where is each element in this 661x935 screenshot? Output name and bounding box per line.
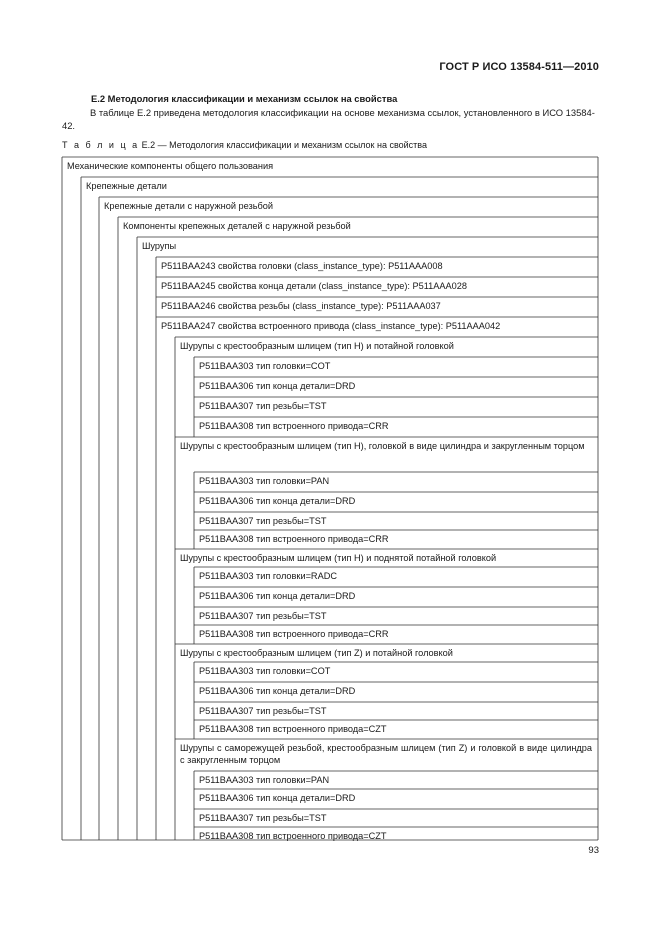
table-row: Шурупы	[142, 241, 177, 251]
table-caption	[62, 140, 427, 150]
table-row: P511BAA303 тип головки=COT	[199, 361, 331, 371]
document-code: ГОСТ Р ИСО 13584-511—2010	[439, 61, 599, 73]
section-title: E.2 Методология классификации и механизм ссылок на свойства	[91, 93, 398, 104]
table-row: P511BAA308 тип встроенного привода=CRR	[199, 421, 389, 431]
table-row: P511BAA307 тип резьбы=TST	[199, 706, 327, 716]
table-row: P511BAA247 свойства встроенного привода (class_instance_type): P511AAA042	[161, 321, 501, 331]
table-row: Крепежные детали с наружной резьбой	[104, 201, 274, 211]
table-caption-label: Т а б л и ц а	[62, 140, 140, 150]
table-row: P511BAA306 тип конца детали=DRD	[199, 591, 356, 601]
table-row: P511BAA306 тип конца детали=DRD	[199, 496, 356, 506]
table-row: P511BAA307 тип резьбы=TST	[199, 611, 327, 621]
table-caption-text: E.2 — Методология классификации и механизм ссылок на свойства	[141, 140, 427, 150]
table-row: Крепежные детали	[86, 181, 167, 191]
page-number: 93	[588, 845, 599, 856]
table-row: P511BAA308 тип встроенного привода=CRR	[199, 629, 389, 639]
table-row: P511BAA306 тип конца детали=DRD	[199, 381, 356, 391]
intro-paragraph: В таблице E.2 приведена методология классификации на основе механизма ссылок, установленного в ИСО 13584-42.	[62, 107, 595, 131]
table-row: Шурупы с крестообразным шлицем (тип H) и поднятой потайной головкой	[180, 553, 497, 563]
table-row: P511BAA303 тип головки=COT	[199, 666, 331, 676]
table-row: P511BAA243 свойства головки (class_instance_type): P511AAA008	[161, 261, 443, 271]
table-row: Механические компоненты общего пользования	[67, 161, 274, 171]
table-row: P511BAA307 тип резьбы=TST	[199, 813, 327, 823]
table-row: Компоненты крепежных деталей с наружной резьбой	[123, 221, 351, 231]
classification-table	[62, 157, 598, 840]
table-row: P511BAA246 свойства резьбы (class_instance_type): P511AAA037	[161, 301, 441, 311]
table-row: P511BAA303 тип головки=RADC	[199, 571, 337, 581]
table-row: P511BAA308 тип встроенного привода=CZT	[199, 831, 387, 841]
table-row: P511BAA307 тип резьбы=TST	[199, 516, 327, 526]
table-row: Шурупы с крестообразным шлицем (тип H) и потайной головкой	[180, 341, 454, 351]
table-row: P511BAA308 тип встроенного привода=CZT	[199, 724, 387, 734]
table-row: P511BAA303 тип головки=PAN	[199, 476, 330, 486]
table-row: P511BAA303 тип головки=PAN	[199, 775, 330, 785]
table-row: Шурупы с крестообразным шлицем (тип Z) и потайной головкой	[180, 648, 453, 658]
table-row: P511BAA245 свойства конца детали (class_instance_type): P511AAA028	[161, 281, 467, 291]
table-row: Шурупы с саморежущей резьбой, крестообразным шлицем (тип Z) и головкой в виде цилиндра с закругленным торцом	[180, 743, 592, 766]
table-row: P511BAA306 тип конца детали=DRD	[199, 686, 356, 696]
table-row: P511BAA308 тип встроенного привода=CRR	[199, 534, 389, 544]
table-row: P511BAA307 тип резьбы=TST	[199, 401, 327, 411]
table-row: Шурупы с крестообразным шлицем (тип H), головкой в виде цилиндра и закругленным торцом	[180, 441, 585, 451]
table-row: P511BAA306 тип конца детали=DRD	[199, 793, 356, 803]
